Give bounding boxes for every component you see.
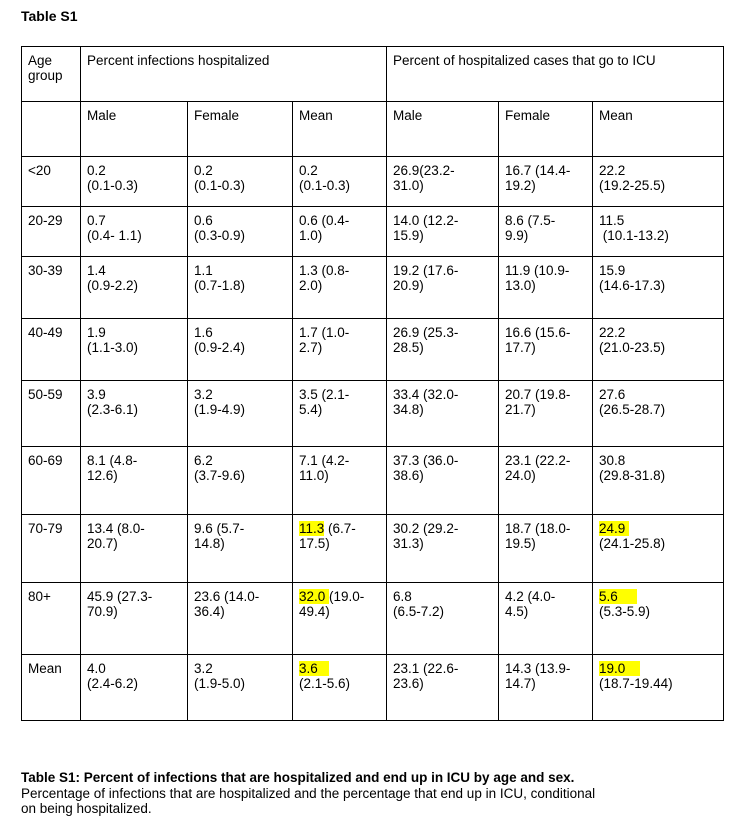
age-group-header-line2: group	[28, 68, 63, 83]
subheader-icu-female: Female	[499, 102, 593, 157]
cell-icu-mean	[593, 157, 724, 207]
cell-hosp-male	[81, 157, 188, 207]
cell-value-line1: 14.3 (13.9-	[505, 661, 571, 676]
cell-hosp-mean	[293, 583, 387, 655]
cell-value-line1: 0.6 (0.4-	[299, 213, 350, 228]
cell-icu-male	[387, 583, 499, 655]
caption-line-3: on being hospitalized.	[21, 801, 152, 816]
cell-value-line1: 26.9(23.2-	[393, 163, 455, 178]
cell-value-line1: 1.7 (1.0-	[299, 325, 350, 340]
cell-value-line2: 2.0)	[299, 278, 323, 293]
cell-value-line2: (0.9-2.4)	[194, 340, 246, 355]
cell-value-line1: 20.7 (19.8-	[505, 387, 571, 402]
cell-value-line2: 12.6)	[87, 468, 118, 483]
subheader-icu-male: Male	[387, 102, 499, 157]
cell-value-line1: 6.2	[194, 453, 213, 468]
highlighted-value: 3.6	[299, 661, 330, 676]
cell-value-line2: (26.5-28.7)	[599, 402, 666, 417]
cell-value-line2: (19.2-25.5)	[599, 178, 666, 193]
highlighted-value: 11.3	[299, 521, 325, 536]
cell-hosp-mean	[293, 257, 387, 319]
cell-value-line1	[599, 661, 717, 676]
cell-value-line2: (0.1-0.3)	[299, 178, 351, 193]
age-group-cell: 70-79	[22, 515, 81, 583]
cell-icu-mean	[593, 319, 724, 381]
table-row	[22, 157, 724, 207]
cell-value-line2: (5.3-5.9)	[599, 604, 651, 619]
cell-value-line2: 20.7)	[87, 536, 118, 551]
cell-value-line1	[299, 589, 380, 604]
cell-value-line2: (1.9-4.9)	[194, 402, 246, 417]
cell-value-line1: 11.5	[599, 213, 625, 228]
cell-value-line2: (29.8-31.8)	[599, 468, 666, 483]
cell-value-line1: 0.6	[194, 213, 213, 228]
cell-value-line1: 3.2	[194, 387, 213, 402]
cell-hosp-mean	[293, 655, 387, 721]
caption-title: Table S1: Percent of infections that are hospitalized and end up in ICU by age and sex.	[21, 770, 575, 785]
cell-icu-female	[499, 655, 593, 721]
table-row	[22, 583, 724, 655]
cell-hosp-male	[81, 381, 188, 447]
cell-value-line2: 9.9)	[505, 228, 529, 243]
cell-value-line2: 14.7)	[505, 676, 536, 691]
cell-value-line1: 23.1 (22.2-	[505, 453, 571, 468]
cell-value-line2: (0.4- 1.1)	[87, 228, 142, 243]
cell-icu-female	[499, 257, 593, 319]
cell-value-line2: (2.3-6.1)	[87, 402, 139, 417]
cell-hosp-mean	[293, 207, 387, 257]
cell-icu-male	[387, 319, 499, 381]
cell-value-line1: 1.9	[87, 325, 106, 340]
cell-value-line2: (1.1-3.0)	[87, 340, 139, 355]
cell-value-line2: (2.1-5.6)	[299, 676, 351, 691]
cell-icu-female	[499, 207, 593, 257]
cell-value-line1: 23.1 (22.6-	[393, 661, 459, 676]
cell-value-line1: 45.9 (27.3-	[87, 589, 153, 604]
cell-value-line1	[599, 521, 717, 536]
hospitalized-header: Percent infections hospitalized	[81, 47, 387, 102]
cell-value-line1: 0.2	[299, 163, 318, 178]
cell-value-line1: 3.5 (2.1-	[299, 387, 350, 402]
cell-value-line1: 23.6 (14.0-	[194, 589, 260, 604]
cell-icu-mean	[593, 655, 724, 721]
cell-value-line1: 1.1	[194, 263, 213, 278]
cell-value-line2: 70.9)	[87, 604, 118, 619]
cell-value-line2: 5.4)	[299, 402, 323, 417]
cell-value-line1: 16.7 (14.4-	[505, 163, 571, 178]
cell-value-line2: (24.1-25.8)	[599, 536, 666, 551]
cell-value-line1: 15.9	[599, 263, 626, 278]
cell-value-line1: 37.3 (36.0-	[393, 453, 459, 468]
cell-value-line2: 36.4)	[194, 604, 225, 619]
highlighted-value: 5.6	[599, 589, 637, 604]
subheader-row	[22, 102, 724, 157]
cell-hosp-male	[81, 207, 188, 257]
cell-value-line2: 38.6)	[393, 468, 424, 483]
cell-value-line1: 4.2 (4.0-	[505, 589, 556, 604]
cell-icu-female	[499, 157, 593, 207]
cell-value-line1	[299, 521, 380, 536]
cell-hosp-female	[188, 515, 293, 583]
cell-hosp-female	[188, 157, 293, 207]
cell-icu-female	[499, 319, 593, 381]
cell-value-line1: 11.9 (10.9-	[505, 263, 570, 278]
subheader-hosp-female: Female	[188, 102, 293, 157]
age-group-cell: 20-29	[22, 207, 81, 257]
cell-value-line1: 8.6 (7.5-	[505, 213, 556, 228]
cell-value-rest: (19.0-	[329, 589, 365, 604]
cell-value-line2: (3.7-9.6)	[194, 468, 246, 483]
cell-icu-mean	[593, 515, 724, 583]
cell-value-line1: 30.8	[599, 453, 626, 468]
cell-value-line1: 33.4 (32.0-	[393, 387, 459, 402]
cell-hosp-male	[81, 257, 188, 319]
cell-value-line1: 19.2 (17.6-	[393, 263, 459, 278]
cell-icu-male	[387, 207, 499, 257]
cell-value-line2: 15.9)	[393, 228, 424, 243]
data-table	[21, 46, 724, 721]
cell-icu-mean	[593, 257, 724, 319]
subheader-hosp-mean: Mean	[293, 102, 387, 157]
cell-hosp-female	[188, 319, 293, 381]
age-group-cell: 30-39	[22, 257, 81, 319]
cell-value-line2: 31.0)	[393, 178, 424, 193]
icu-header: Percent of hospitalized cases that go to ICU	[387, 47, 724, 102]
cell-hosp-male	[81, 515, 188, 583]
cell-value-line2: 19.5)	[505, 536, 536, 551]
cell-value-line2: (21.0-23.5)	[599, 340, 666, 355]
cell-value-line2: (0.3-0.9)	[194, 228, 246, 243]
cell-value-line1: 6.8	[393, 589, 412, 604]
cell-value-line2: (0.7-1.8)	[194, 278, 246, 293]
cell-value-line2: 24.0)	[505, 468, 536, 483]
cell-hosp-female	[188, 583, 293, 655]
cell-value-line2: 23.6)	[393, 676, 424, 691]
cell-icu-female	[499, 515, 593, 583]
cell-icu-female	[499, 447, 593, 515]
cell-value-line2: (1.9-5.0)	[194, 676, 246, 691]
age-group-cell: 50-59	[22, 381, 81, 447]
cell-value-line2: 14.8)	[194, 536, 225, 551]
table-row	[22, 257, 724, 319]
cell-icu-female	[499, 381, 593, 447]
cell-value-line2: 49.4)	[299, 604, 330, 619]
cell-value-line1: 27.6	[599, 387, 626, 402]
cell-value-line2: 13.0)	[505, 278, 536, 293]
cell-value-line2: (18.7-19.44)	[599, 676, 673, 691]
cell-icu-male	[387, 257, 499, 319]
cell-hosp-male	[81, 319, 188, 381]
cell-value-line2: 28.5)	[393, 340, 424, 355]
cell-value-line2: (2.4-6.2)	[87, 676, 139, 691]
cell-value-line2: 17.7)	[505, 340, 536, 355]
cell-value-line1: 1.3 (0.8-	[299, 263, 350, 278]
cell-hosp-female	[188, 655, 293, 721]
cell-hosp-mean	[293, 515, 387, 583]
cell-value-line1: 0.2	[87, 163, 106, 178]
highlighted-value: 32.0	[299, 589, 330, 604]
cell-hosp-mean	[293, 157, 387, 207]
cell-hosp-male	[81, 655, 188, 721]
cell-value-line1: 1.6	[194, 325, 213, 340]
cell-icu-mean	[593, 447, 724, 515]
cell-value-line1: 26.9 (25.3-	[393, 325, 459, 340]
age-group-header-line1: Age	[28, 53, 53, 68]
cell-value-line1: 13.4 (8.0-	[87, 521, 145, 536]
cell-value-line2: (10.1-13.2)	[599, 228, 669, 243]
highlighted-value: 19.0	[599, 661, 641, 676]
cell-value-line2: 1.0)	[299, 228, 323, 243]
cell-value-line1: 22.2	[599, 163, 626, 178]
cell-hosp-mean	[293, 447, 387, 515]
table-row	[22, 515, 724, 583]
subheader-empty	[22, 102, 81, 157]
table-title: Table S1	[21, 8, 78, 24]
cell-value-line1: 16.6 (15.6-	[505, 325, 571, 340]
cell-value-line2: 19.2)	[505, 178, 536, 193]
cell-hosp-female	[188, 381, 293, 447]
table-row	[22, 207, 724, 257]
cell-value-line1: 7.1 (4.2-	[299, 453, 350, 468]
cell-hosp-mean	[293, 319, 387, 381]
cell-icu-female	[499, 583, 593, 655]
cell-value-line2: (14.6-17.3)	[599, 278, 666, 293]
cell-value-line1	[299, 661, 380, 676]
cell-hosp-mean	[293, 381, 387, 447]
age-group-cell: Mean	[22, 655, 81, 721]
table-row	[22, 447, 724, 515]
cell-value-rest: (6.7-	[324, 521, 356, 536]
cell-value-line2: (6.5-7.2)	[393, 604, 445, 619]
cell-value-line1: 1.4	[87, 263, 106, 278]
cell-value-line2: 11.0)	[299, 468, 329, 483]
cell-value-line2: 17.5)	[299, 536, 330, 551]
table-row	[22, 655, 724, 721]
header-row	[22, 47, 724, 102]
age-group-cell: 80+	[22, 583, 81, 655]
cell-icu-male	[387, 447, 499, 515]
cell-hosp-male	[81, 583, 188, 655]
cell-icu-mean	[593, 207, 724, 257]
age-group-cell: 60-69	[22, 447, 81, 515]
cell-value-line1: 0.7	[87, 213, 106, 228]
cell-value-line2: 34.8)	[393, 402, 424, 417]
cell-icu-male	[387, 157, 499, 207]
highlighted-value: 24.9	[599, 521, 630, 536]
cell-value-line1: 3.2	[194, 661, 213, 676]
cell-value-line2: (0.1-0.3)	[87, 178, 139, 193]
cell-value-line1: 22.2	[599, 325, 626, 340]
table-caption	[21, 770, 721, 817]
cell-value-line1	[599, 589, 717, 604]
cell-value-line2: 31.3)	[393, 536, 424, 551]
cell-icu-male	[387, 515, 499, 583]
cell-hosp-female	[188, 447, 293, 515]
subheader-hosp-male: Male	[81, 102, 188, 157]
cell-value-line2: 2.7)	[299, 340, 323, 355]
cell-icu-mean	[593, 381, 724, 447]
cell-value-line2: (0.9-2.2)	[87, 278, 139, 293]
cell-hosp-male	[81, 447, 188, 515]
cell-icu-male	[387, 381, 499, 447]
cell-value-line1: 8.1 (4.8-	[87, 453, 138, 468]
age-group-cell: <20	[22, 157, 81, 207]
caption-line-2: Percentage of infections that are hospitalized and the percentage that end up in ICU, conditional	[21, 785, 596, 801]
age-group-header	[22, 47, 81, 102]
cell-value-line2: 20.9)	[393, 278, 424, 293]
age-group-cell: 40-49	[22, 319, 81, 381]
cell-value-line1: 0.2	[194, 163, 213, 178]
cell-value-line1: 14.0 (12.2-	[393, 213, 459, 228]
cell-hosp-female	[188, 257, 293, 319]
cell-value-line1: 30.2 (29.2-	[393, 521, 459, 536]
table-row	[22, 381, 724, 447]
cell-value-line2: (0.1-0.3)	[194, 178, 246, 193]
cell-hosp-female	[188, 207, 293, 257]
cell-value-line2: 4.5)	[505, 604, 529, 619]
cell-value-line2: 21.7)	[505, 402, 536, 417]
cell-value-line1: 4.0	[87, 661, 106, 676]
subheader-icu-mean: Mean	[593, 102, 724, 157]
cell-value-line1: 3.9	[87, 387, 106, 402]
cell-icu-mean	[593, 583, 724, 655]
table-row	[22, 319, 724, 381]
cell-icu-male	[387, 655, 499, 721]
cell-value-line1: 18.7 (18.0-	[505, 521, 571, 536]
cell-value-line1: 9.6 (5.7-	[194, 521, 245, 536]
